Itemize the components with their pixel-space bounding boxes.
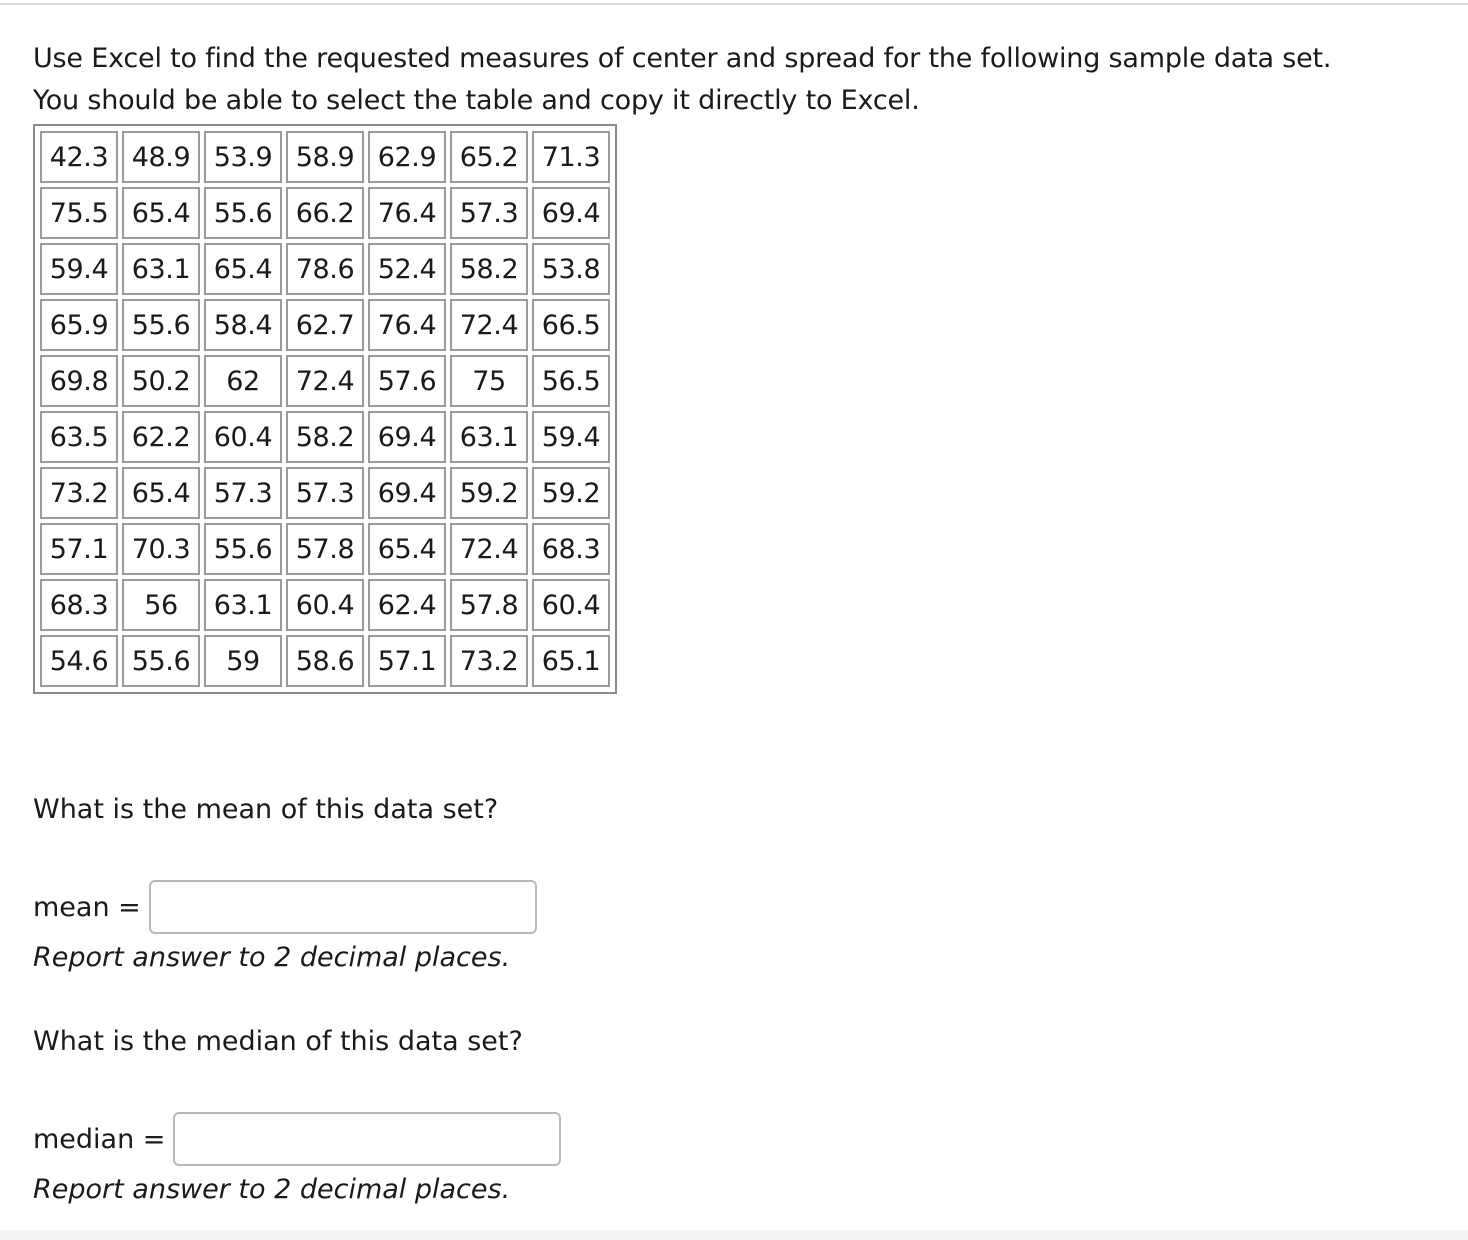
table-cell[interactable]: 59: [204, 635, 282, 687]
table-cell[interactable]: 72.4: [450, 523, 528, 575]
table-cell[interactable]: 73.2: [40, 467, 118, 519]
question-content: [33, 38, 1433, 1205]
page-bottom-band: [0, 1230, 1468, 1240]
table-row: [40, 411, 610, 463]
table-cell[interactable]: 59.2: [450, 467, 528, 519]
mean-answer-row: [33, 880, 537, 934]
table-cell[interactable]: 52.4: [368, 243, 446, 295]
table-row: [40, 131, 610, 183]
table-cell[interactable]: 57.1: [368, 635, 446, 687]
median-label: median =: [33, 1123, 166, 1155]
table-cell[interactable]: 57.6: [368, 355, 446, 407]
table-cell[interactable]: 58.9: [286, 131, 364, 183]
table-cell[interactable]: 57.8: [286, 523, 364, 575]
sample-data-body: [40, 131, 610, 687]
table-cell[interactable]: 57.1: [40, 523, 118, 575]
table-cell[interactable]: 65.9: [40, 299, 118, 351]
median-input[interactable]: [173, 1112, 561, 1166]
median-instruction-note: Report answer to 2 decimal places.: [33, 1174, 511, 1205]
table-cell[interactable]: 59.4: [40, 243, 118, 295]
table-cell[interactable]: 55.6: [122, 299, 200, 351]
table-cell[interactable]: 75: [450, 355, 528, 407]
table-cell[interactable]: 53.8: [532, 243, 610, 295]
table-row: [40, 467, 610, 519]
mean-input[interactable]: [149, 880, 537, 934]
table-cell[interactable]: 68.3: [532, 523, 610, 575]
table-cell[interactable]: 63.1: [450, 411, 528, 463]
mean-label: mean =: [33, 891, 141, 923]
table-cell[interactable]: 60.4: [204, 411, 282, 463]
table-cell[interactable]: 65.4: [122, 187, 200, 239]
table-cell[interactable]: 59.4: [532, 411, 610, 463]
table-cell[interactable]: 58.6: [286, 635, 364, 687]
table-cell[interactable]: 59.2: [532, 467, 610, 519]
table-cell[interactable]: 70.3: [122, 523, 200, 575]
instruction-line-2: You should be able to select the table and copy it directly to Excel.: [33, 85, 920, 116]
table-cell[interactable]: 50.2: [122, 355, 200, 407]
table-cell[interactable]: 72.4: [450, 299, 528, 351]
mean-instruction-note: Report answer to 2 decimal places.: [33, 942, 511, 973]
mean-question: What is the mean of this data set?: [33, 794, 499, 825]
top-divider: [0, 3, 1468, 5]
table-cell[interactable]: 63.1: [122, 243, 200, 295]
median-answer-row: [33, 1112, 561, 1166]
table-cell[interactable]: 55.6: [122, 635, 200, 687]
table-row: [40, 243, 610, 295]
instructions: [33, 38, 1433, 122]
table-cell[interactable]: 71.3: [532, 131, 610, 183]
table-cell[interactable]: 62: [204, 355, 282, 407]
table-cell[interactable]: 62.4: [368, 579, 446, 631]
table-row: [40, 187, 610, 239]
table-row: [40, 635, 610, 687]
table-cell[interactable]: 42.3: [40, 131, 118, 183]
table-cell[interactable]: 68.3: [40, 579, 118, 631]
table-cell[interactable]: 63.1: [204, 579, 282, 631]
table-cell[interactable]: 65.2: [450, 131, 528, 183]
table-row: [40, 579, 610, 631]
table-cell[interactable]: 57.8: [450, 579, 528, 631]
table-cell[interactable]: 55.6: [204, 187, 282, 239]
table-cell[interactable]: 62.9: [368, 131, 446, 183]
table-cell[interactable]: 76.4: [368, 187, 446, 239]
table-cell[interactable]: 62.7: [286, 299, 364, 351]
table-cell[interactable]: 57.3: [450, 187, 528, 239]
table-cell[interactable]: 62.2: [122, 411, 200, 463]
table-row: [40, 355, 610, 407]
table-cell[interactable]: 55.6: [204, 523, 282, 575]
table-cell[interactable]: 57.3: [204, 467, 282, 519]
table-cell[interactable]: 65.4: [368, 523, 446, 575]
table-cell[interactable]: 58.2: [286, 411, 364, 463]
table-cell[interactable]: 56.5: [532, 355, 610, 407]
table-cell[interactable]: 66.2: [286, 187, 364, 239]
median-question: What is the median of this data set?: [33, 1026, 523, 1057]
table-row: [40, 299, 610, 351]
table-cell[interactable]: 60.4: [532, 579, 610, 631]
table-cell[interactable]: 54.6: [40, 635, 118, 687]
table-cell[interactable]: 72.4: [286, 355, 364, 407]
table-cell[interactable]: 58.4: [204, 299, 282, 351]
table-cell[interactable]: 69.4: [368, 411, 446, 463]
table-cell[interactable]: 75.5: [40, 187, 118, 239]
table-row: [40, 523, 610, 575]
table-cell[interactable]: 66.5: [532, 299, 610, 351]
table-cell[interactable]: 56: [122, 579, 200, 631]
sample-data-table[interactable]: [33, 124, 617, 694]
table-cell[interactable]: 58.2: [450, 243, 528, 295]
table-cell[interactable]: 69.4: [532, 187, 610, 239]
table-cell[interactable]: 57.3: [286, 467, 364, 519]
table-cell[interactable]: 65.1: [532, 635, 610, 687]
table-cell[interactable]: 69.8: [40, 355, 118, 407]
table-cell[interactable]: 63.5: [40, 411, 118, 463]
table-cell[interactable]: 60.4: [286, 579, 364, 631]
table-cell[interactable]: 65.4: [204, 243, 282, 295]
table-cell[interactable]: 69.4: [368, 467, 446, 519]
table-cell[interactable]: 76.4: [368, 299, 446, 351]
table-cell[interactable]: 73.2: [450, 635, 528, 687]
table-cell[interactable]: 78.6: [286, 243, 364, 295]
table-cell[interactable]: 53.9: [204, 131, 282, 183]
table-cell[interactable]: 48.9: [122, 131, 200, 183]
instruction-line-1: Use Excel to find the requested measures of center and spread for the following sample data set.: [33, 43, 1332, 74]
table-cell[interactable]: 65.4: [122, 467, 200, 519]
